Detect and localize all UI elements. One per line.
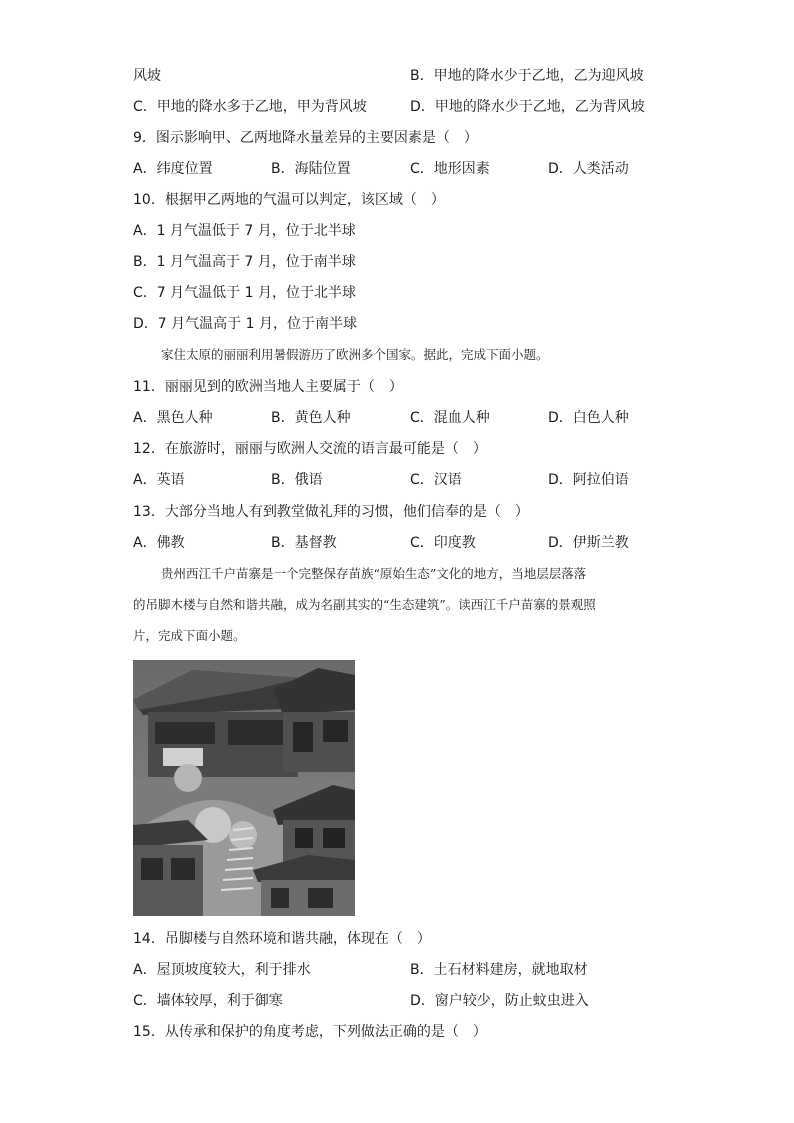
q13-option-d: D．伊斯兰教 [548, 535, 629, 551]
q14-option-b: B．土石材料建房，就地取材 [410, 962, 588, 978]
q10-option-a: A．1 月气温低于 7 月，位于北半球 [133, 223, 356, 239]
q11-stem: 11．丽丽见到的欧洲当地人主要属于（ ） [133, 379, 403, 395]
q8-option-d: D．甲地的降水少于乙地，乙为背风坡 [410, 99, 645, 115]
q11-option-c: C．混血人种 [410, 410, 490, 426]
q12-option-a: A．英语 [133, 472, 185, 488]
q12-option-d: D．阿拉伯语 [548, 472, 629, 488]
q13-option-c: C．印度教 [410, 535, 476, 551]
q13-option-a: A．佛教 [133, 535, 185, 551]
passage-intro-miao-line2: 的吊脚木楼与自然和谐共融，成为名副其实的“生态建筑”。读西江千户苗寨的景观照 [133, 597, 596, 612]
q8-option-c: C．甲地的降水多于乙地，甲为背风坡 [133, 99, 367, 115]
q9-option-a: A．纬度位置 [133, 161, 213, 177]
q10-stem: 10．根据甲乙两地的气温可以判定，该区域（ ） [133, 192, 445, 208]
passage-intro-europe: 家住太原的丽丽利用暑假游历了欧洲多个国家。据此，完成下面小题。 [161, 347, 549, 362]
q13-option-b: B．基督教 [271, 535, 337, 551]
q14-option-d: D．窗户较少，防止蚊虫进入 [410, 993, 589, 1009]
q14-option-c: C．墙体较厚，利于御寒 [133, 993, 283, 1009]
q12-stem: 12．在旅游时，丽丽与欧洲人交流的语言最可能是（ ） [133, 441, 487, 457]
q10-option-c: C．7 月气温低于 1 月，位于北半球 [133, 285, 356, 301]
q9-option-d: D．人类活动 [548, 161, 629, 177]
q12-option-b: B．俄语 [271, 472, 323, 488]
q10-option-b: B．1 月气温高于 7 月，位于南半球 [133, 254, 356, 270]
q9-stem: 9．图示影响甲、乙两地降水量差异的主要因素是（ ） [133, 130, 478, 146]
q13-stem: 13．大部分当地人有到教堂做礼拜的习惯，他们信奉的是（ ） [133, 504, 529, 520]
passage-intro-miao-line3: 片，完成下面小题。 [133, 628, 246, 643]
q10-option-d: D．7 月气温高于 1 月，位于南半球 [133, 316, 357, 332]
q11-option-a: A．黑色人种 [133, 410, 213, 426]
q14-option-a: A．屋顶坡度较大，利于排水 [133, 962, 311, 978]
q12-option-c: C．汉语 [410, 472, 462, 488]
q15-stem: 15．从传承和保护的角度考虑，下列做法正确的是（ ） [133, 1024, 487, 1040]
q11-option-d: D．白色人种 [548, 410, 629, 426]
passage-intro-miao-line1: 贵州西江千户苗寨是一个完整保存苗族“原始生态”文化的地方，当地层层落落 [161, 566, 587, 581]
q9-option-b: B．海陆位置 [271, 161, 351, 177]
stilt-house-photo [133, 660, 355, 916]
q9-option-c: C．地形因素 [410, 161, 490, 177]
q14-stem: 14．吊脚楼与自然环境和谐共融，体现在（ ） [133, 931, 431, 947]
q11-option-b: B．黄色人种 [271, 410, 351, 426]
q8-option-a-continuation: 风坡 [133, 68, 161, 84]
q8-option-b: B．甲地的降水少于乙地，乙为迎风坡 [410, 68, 644, 84]
